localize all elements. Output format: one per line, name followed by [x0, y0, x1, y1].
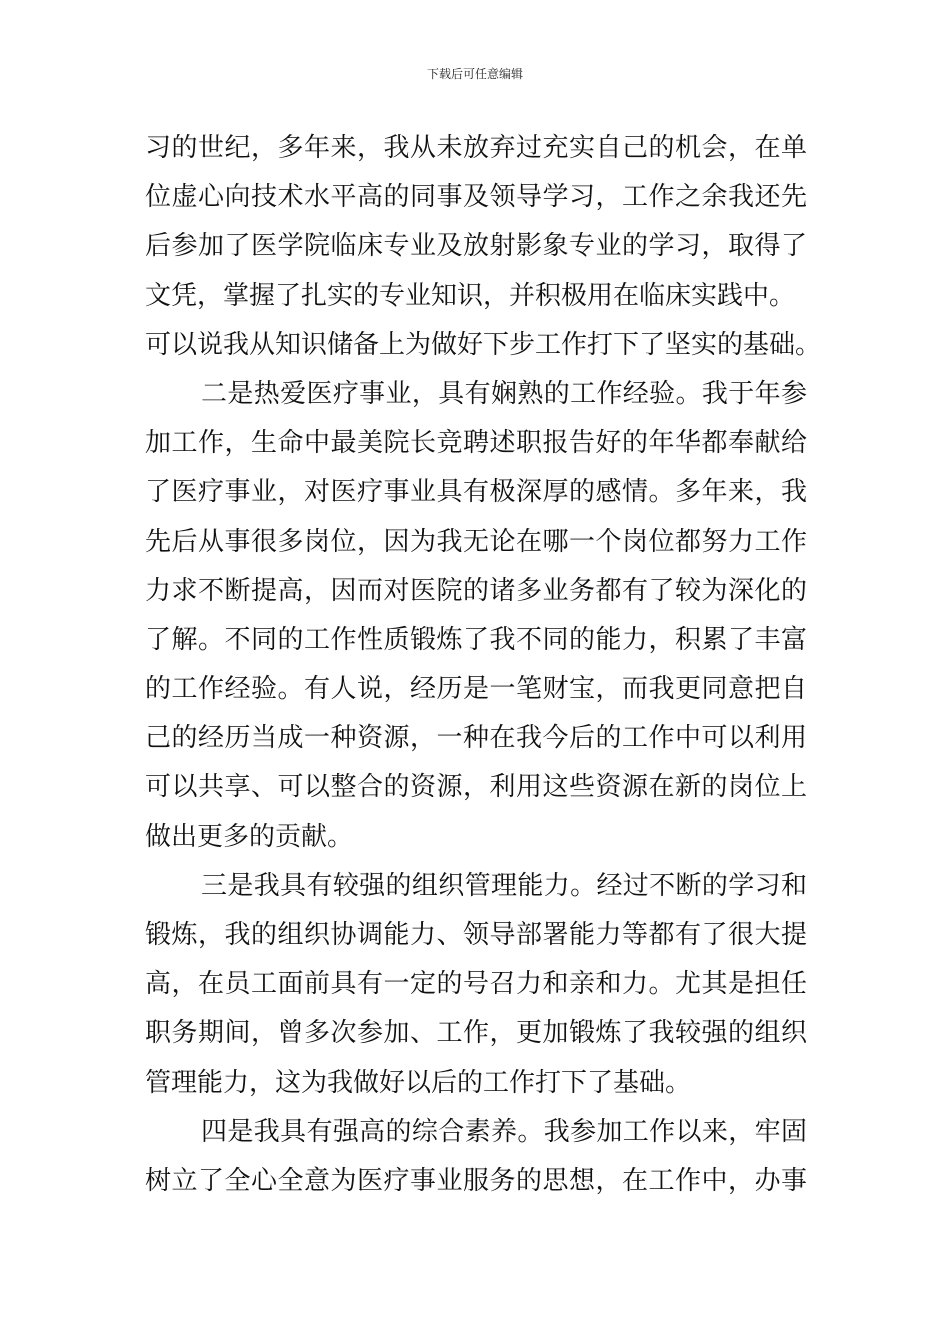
text-line: 位虚心向技术水平高的同事及领导学习，工作之余我还先 [145, 182, 807, 213]
text-line: 了医疗事业，对医疗事业具有极深厚的感情。多年来，我 [145, 477, 807, 508]
text-line: 高，在员工面前具有一定的号召力和亲和力。尤其是担任 [145, 969, 807, 1000]
paragraph-start-line: 三是我具有较强的组织管理能力。经过不断的学习和 [201, 870, 807, 901]
text-line: 己的经历当成一种资源，一种在我今后的工作中可以利用 [145, 723, 807, 754]
text-line: 管理能力，这为我做好以后的工作打下了基础。 [145, 1067, 692, 1098]
text-line: 树立了全心全意为医疗事业服务的思想，在工作中，办事 [145, 1165, 807, 1196]
page-header: 下载后可任意编辑 [426, 67, 523, 81]
paragraph-start-line: 四是我具有强高的综合素养。我参加工作以来，牢固 [201, 1116, 807, 1147]
text-line: 习的世纪，多年来，我从未放弃过充实自己的机会，在单 [145, 133, 807, 163]
text-line: 加工作，生命中最美院长竞聘述职报告好的年华都奉献给 [145, 428, 807, 459]
text-line: 做出更多的贡献。 [145, 821, 354, 852]
text-line: 后参加了医学院临床专业及放射影象专业的学习，取得了 [145, 231, 807, 262]
text-line: 的工作经验。有人说，经历是一笔财宝，而我更同意把自 [145, 674, 807, 705]
text-line: 锻炼，我的组织协调能力、领导部署能力等都有了很大提 [145, 920, 807, 950]
text-line: 文凭，掌握了扎实的专业知识，并积极用在临床实践中。 [145, 280, 796, 311]
text-line: 可以说我从知识储备上为做好下步工作打下了坚实的基础。 [145, 329, 822, 360]
text-line: 职务期间，曾多次参加、工作，更加锻炼了我较强的组织 [145, 1018, 807, 1049]
text-line: 了解。不同的工作性质锻炼了我不同的能力，积累了丰富 [145, 624, 807, 655]
paragraph-start-line: 二是热爱医疗事业，具有娴熟的工作经验。我于年参 [201, 378, 807, 409]
text-line: 可以共享、可以整合的资源，利用这些资源在新的岗位上 [145, 772, 807, 803]
text-line: 力求不断提高，因而对医院的诸多业务都有了较为深化的 [145, 575, 807, 606]
text-line: 先后从事很多岗位，因为我无论在哪一个岗位都努力工作 [145, 526, 807, 557]
body-text [145, 124, 822, 1206]
